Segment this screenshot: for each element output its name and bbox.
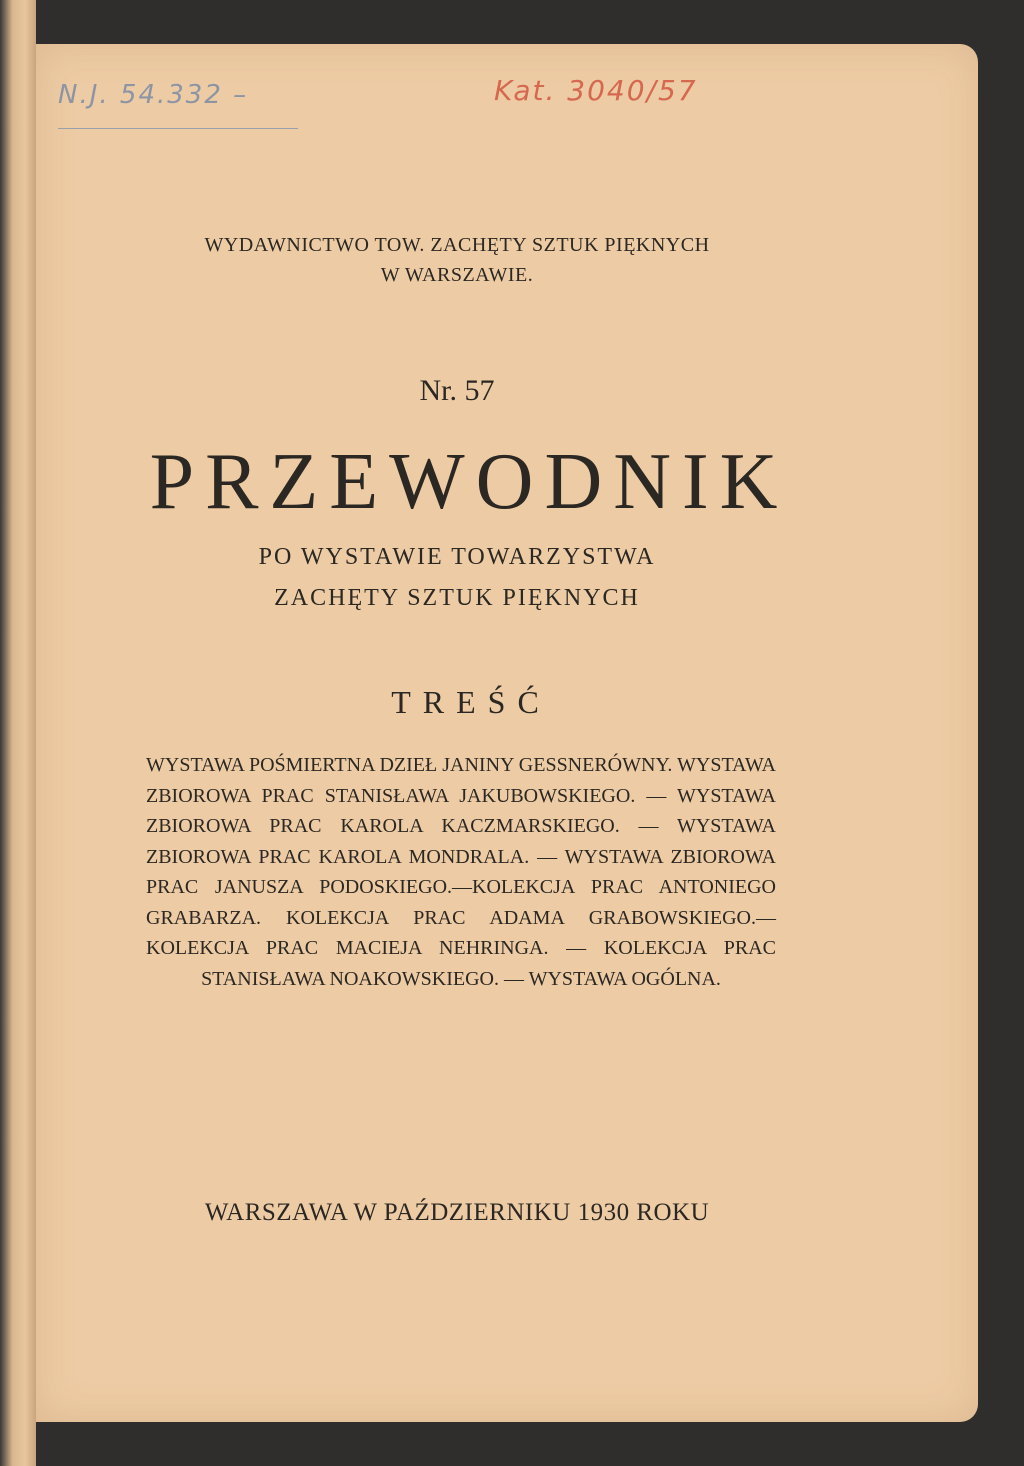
handwritten-underline — [58, 128, 298, 129]
adjacent-page-edge — [0, 0, 36, 1466]
contents-heading: TREŚĆ — [391, 684, 551, 720]
issue-number: Nr. 57 — [419, 374, 495, 407]
place-and-date: WARSZAWA W PAŹDZIERNIKU 1930 ROKU — [204, 1199, 710, 1226]
title-page — [36, 44, 978, 1422]
publisher-line-2: W WARSZAWIE. — [380, 264, 534, 286]
publisher-block — [36, 230, 878, 290]
contents-text: WYSTAWA POŚMIERTNA DZIEŁ JANINY GESSNERÓWNY. WYSTAWA ZBIOROWA PRAC STANISŁAWA JAKUBOWSKIEGO. — WYSTAWA ZBIOROWA PRAC KAROLA KACZMARSKIEGO. — WYSTAWA ZBIOROWA PRAC KAROLA MONDRALA. — WYSTAWA ZBIOROWA PRAC JANUSZA PODOSKIEGO.—KOLEKCJA PRAC ANTONIEGO GRABARZA. KOLEKCJA PRAC ADAMA GRABOWSKIEGO.— KOLEKCJA PRAC MACIEJA NEHRINGA. — KOLEKCJA PRAC STANISŁAWA NOAKOWSKIEGO. — WYSTAWA OGÓLNA. — [146, 754, 776, 990]
publisher-line-1: WYDAWNICTWO TOW. ZACHĘTY SZTUK PIĘKNYCH — [204, 234, 710, 256]
page-title: PRZEWODNIK — [149, 438, 789, 526]
subtitle-block — [36, 537, 878, 619]
subtitle-line-1: PO WYSTAWIE TOWARZYSTWA — [258, 544, 656, 570]
handwritten-catalog-number: Kat. 3040/57 — [494, 74, 698, 107]
subtitle-line-2: ZACHĘTY SZTUK PIĘKNYCH — [274, 585, 640, 611]
handwritten-shelf-mark: N.J. 54.332 – — [58, 80, 249, 110]
